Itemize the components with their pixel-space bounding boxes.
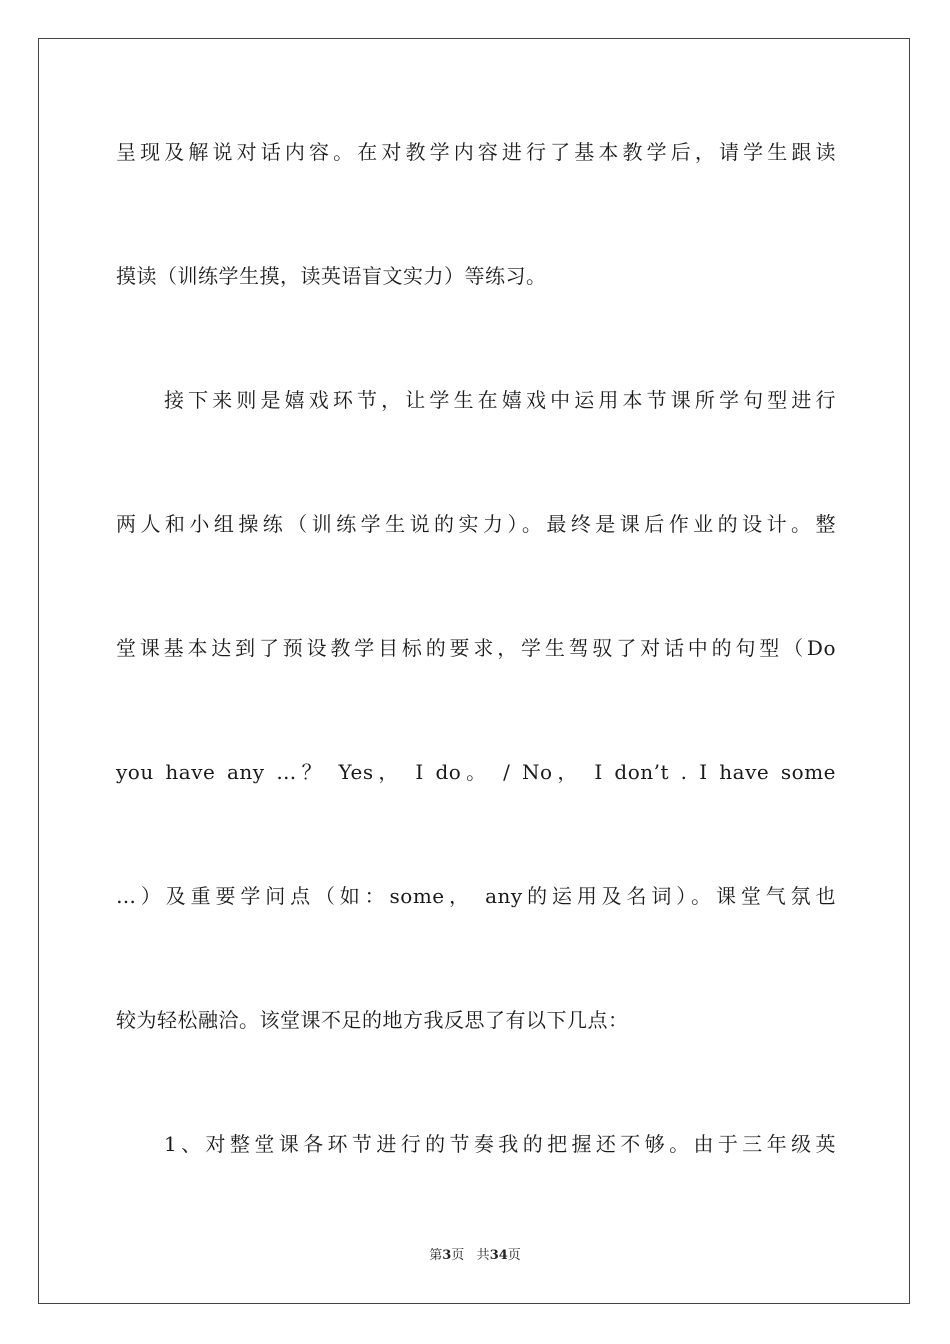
body-line-6: you have any …？ Yes， I do。 / No， I don’t . I have some [116,760,836,784]
body-line-2: 摸读（训练学生摸，读英语盲文实力）等练习。 [116,264,547,288]
body-line-8: 较为轻松融洽。该堂课不足的地方我反思了有以下几点： [116,1008,629,1032]
page-footer [0,1247,950,1265]
body-line-4: 两人和小组操练（训练学生说的实力）。最终是课后作业的设计。整 [116,512,836,536]
page-border [38,38,910,1304]
body-line-5: 堂课基本达到了预设教学目标的要求，学生驾驭了对话中的句型（Do [116,636,836,660]
body-line-1: 呈现及解说对话内容。在对教学内容进行了基本教学后，请学生跟读 [116,140,836,164]
total-suffix: 页 [507,1248,521,1263]
total-prefix: 共 [476,1248,490,1263]
body-line-7: …）及重要学问点（如：some， any的运用及名词）。课堂气氛也 [116,884,836,908]
page-number: 3 [442,1248,452,1263]
page-prefix: 第 [429,1248,443,1263]
body-line-3: 接下来则是嬉戏环节，让学生在嬉戏中运用本节课所学句型进行 [164,388,836,412]
total-pages: 34 [489,1248,508,1263]
body-line-9: 1、对整堂课各环节进行的节奏我的把握还不够。由于三年级英 [164,1132,836,1156]
page-suffix: 页 [451,1248,465,1263]
